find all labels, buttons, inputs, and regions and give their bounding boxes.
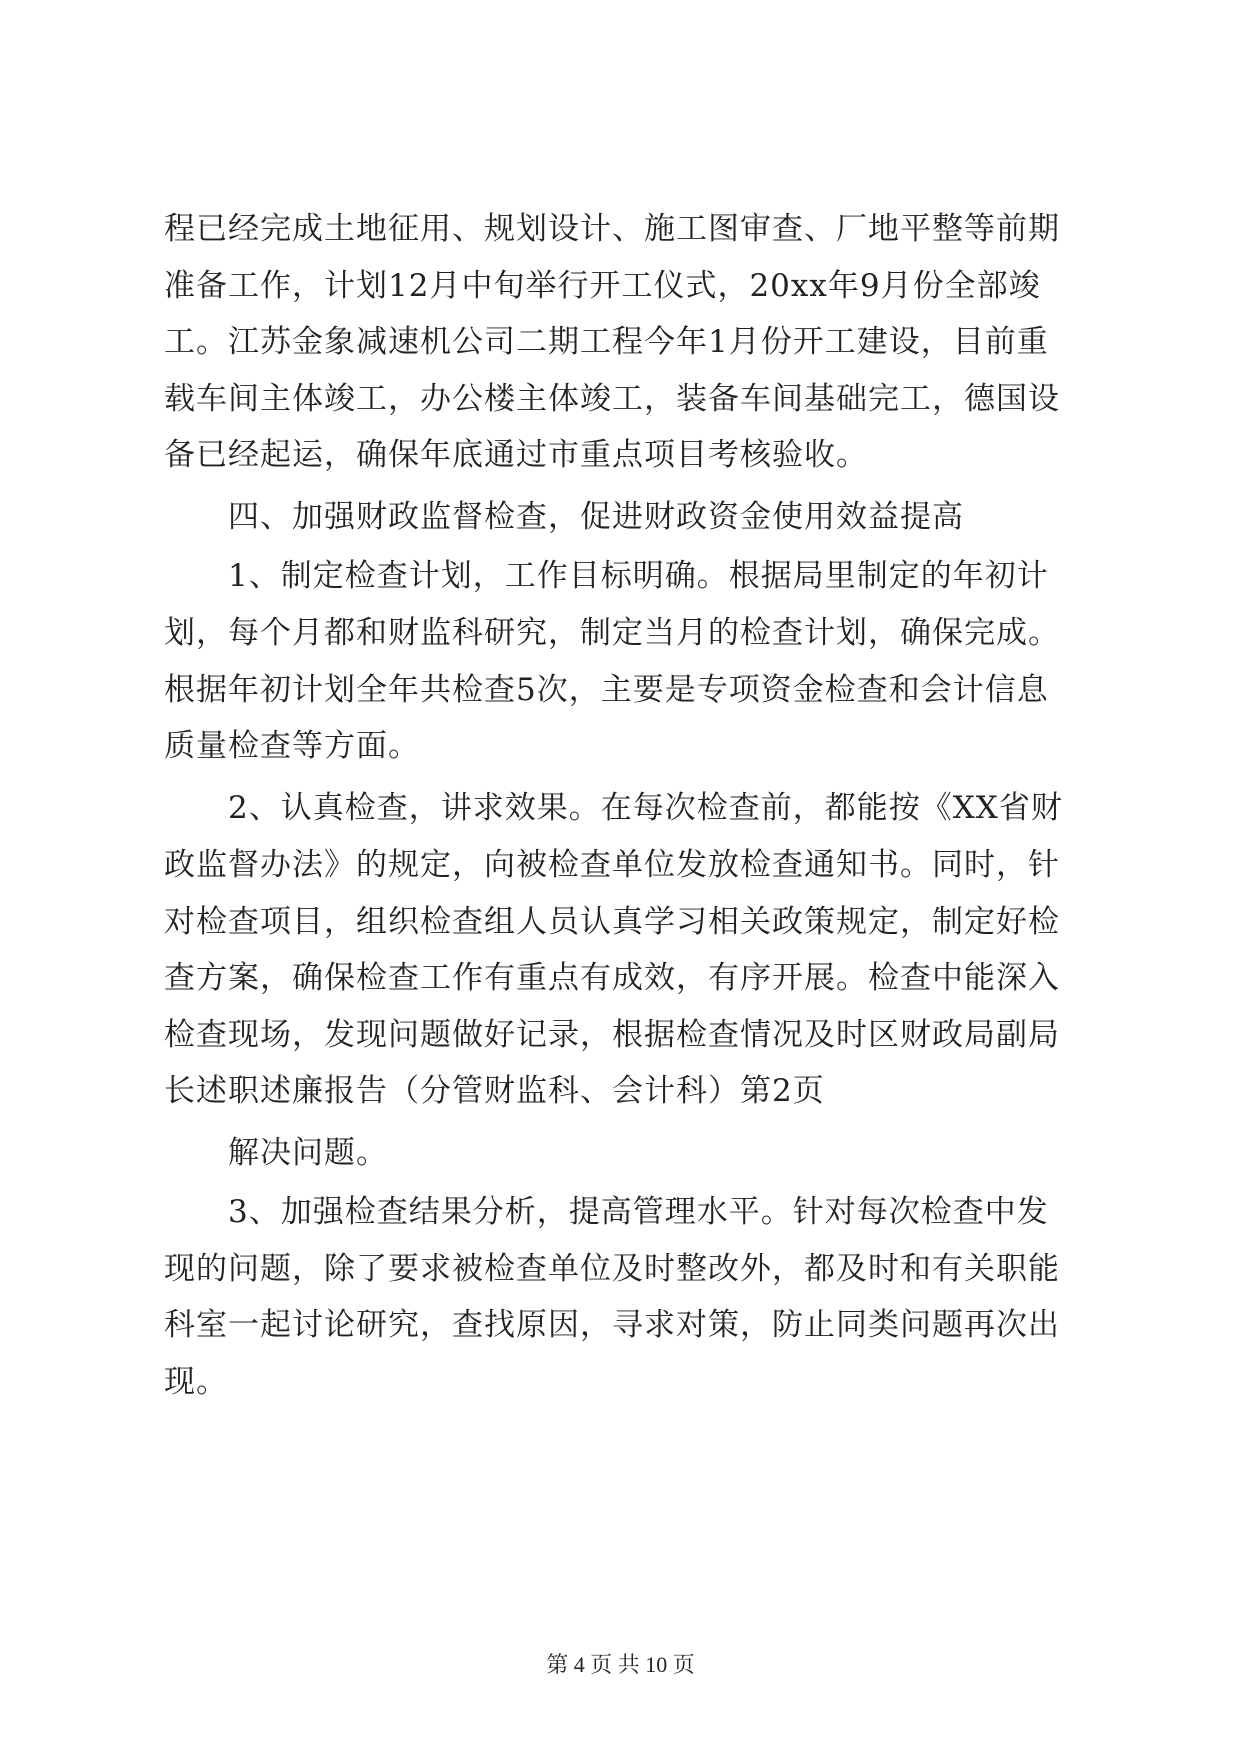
text-line: 长述职述廉报告（分管财监科、会计科）第2页 (164, 1073, 825, 1109)
text-line: 政监督办法》的规定，向被检查单位发放检查通知书。同时，针 (164, 847, 1060, 883)
text-line: 查方案，确保检查工作有重点有成效，有序开展。检查中能深入 (164, 960, 1060, 996)
text-line: 划，每个月都和财监科研究，制定当月的检查计划，确保完成。 (164, 615, 1060, 651)
text-line: 1、制定检查计划，工作目标明确。根据局里制定的年初计 (228, 558, 1049, 594)
text-line: 程已经完成土地征用、规划设计、施工图审查、厂地平整等前期 (164, 211, 1060, 247)
text-line: 现。 (164, 1364, 228, 1400)
text-line: 根据年初计划全年共检查5次，主要是专项资金检查和会计信息 (164, 672, 1049, 708)
text-line: 备已经起运，确保年底通过市重点项目考核验收。 (164, 437, 868, 473)
text-line: 工。江苏金象减速机公司二期工程今年1月份开工建设，目前重 (164, 324, 1049, 360)
text-line: 解决问题。 (228, 1135, 388, 1171)
text-line: 质量检查等方面。 (164, 728, 420, 764)
text-line: 现的问题，除了要求被检查单位及时整改外，都及时和有关职能 (164, 1251, 1060, 1287)
text-line: 检查现场，发现问题做好记录，根据检查情况及时区财政局副局 (164, 1017, 1060, 1053)
text-line: 准备工作，计划12月中旬举行开工仪式，20xx年9月份全部竣 (164, 268, 1041, 304)
text-line: 对检查项目，组织检查组人员认真学习相关政策规定，制定好检 (164, 904, 1060, 940)
section-heading: 四、加强财政监督检查，促进财政资金使用效益提高 (228, 499, 964, 535)
page-footer: 第 4 页 共 10 页 (546, 1652, 695, 1677)
text-line: 载车间主体竣工，办公楼主体竣工，装备车间基础完工，德国设 (164, 381, 1060, 417)
text-line: 2、认真检查，讲求效果。在每次检查前，都能按《XX省财 (228, 790, 1063, 826)
text-line: 科室一起讨论研究，查找原因，寻求对策，防止同类问题再次出 (164, 1307, 1060, 1343)
text-line: 3、加强检查结果分析，提高管理水平。针对每次检查中发 (228, 1194, 1049, 1230)
